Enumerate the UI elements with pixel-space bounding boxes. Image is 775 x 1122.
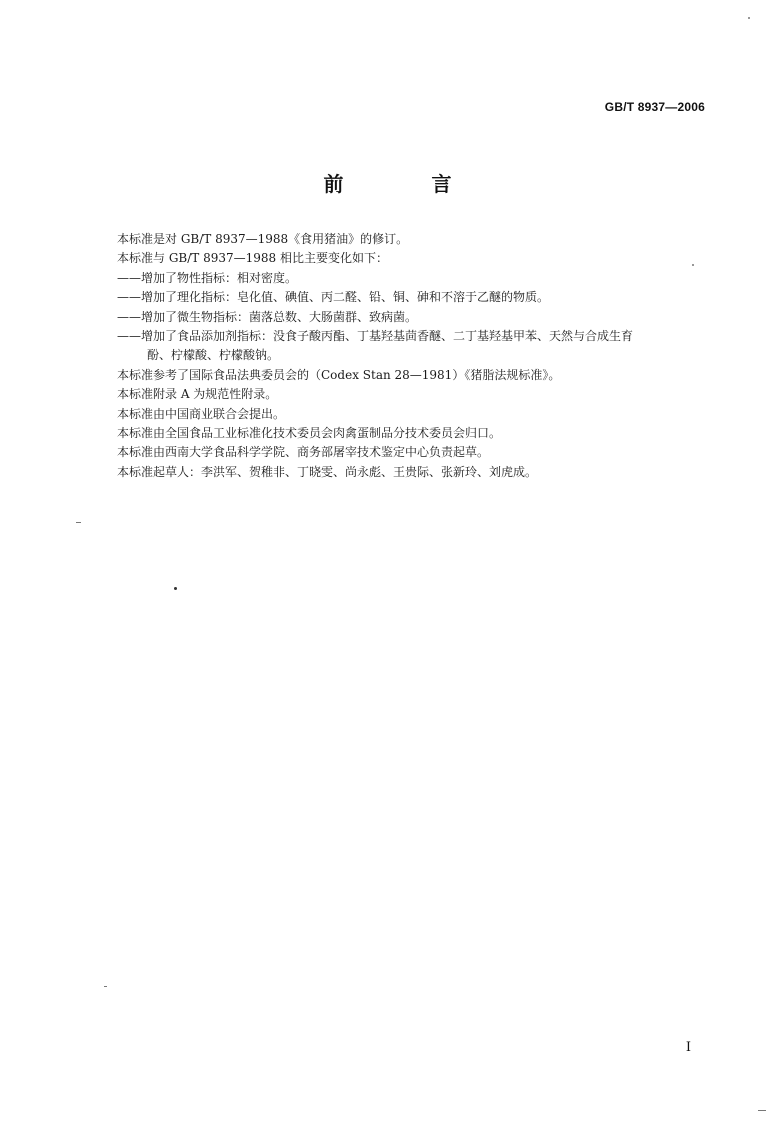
list-item-additives: ——增加了食品添加剂指标：没食子酸丙酯、丁基羟基茴香醚、二丁基羟基甲苯、天然与合成生育 [117,329,634,344]
foreword-body [117,230,717,482]
list-item-physicochemical: ——增加了理化指标：皂化值、碘值、丙二醛、铅、铜、砷和不溶于乙醚的物质。 [117,290,550,305]
scan-speck [758,1110,766,1111]
scan-speck [692,264,694,266]
scan-speck [748,17,750,19]
list-item-additives-continued: 酚、柠檬酸、柠檬酸钠。 [147,348,280,363]
paragraph-drafting-org: 本标准由西南大学食品科学学院、商务部屠宰技术鉴定中心负责起草。 [117,445,490,460]
list-item-physical: ——增加了物性指标：相对密度。 [117,270,298,285]
page-title: 前 言 [323,172,486,196]
paragraph-committee: 本标准由全国食品工业标准化技术委员会肉禽蛋制品分技术委员会归口。 [117,426,502,441]
paragraph-changes-intro: 本标准与 GB/T 8937—1988 相比主要变化如下： [117,251,388,266]
paragraph-drafters: 本标准起草人：李洪军、贺稚非、丁晓雯、尚永彪、王贵际、张新玲、刘虎成。 [117,464,538,479]
page-number: I [685,1040,691,1055]
paragraph-proposer: 本标准由中国商业联合会提出。 [117,406,286,421]
paragraph-appendix: 本标准附录 A 为规范性附录。 [117,387,278,402]
scan-speck [174,587,177,590]
standard-code: GB/T 8937—2006 [604,100,705,114]
scan-speck [104,986,107,987]
paragraph-codex-reference: 本标准参考了国际食品法典委员会的（Codex Stan 28—1981）《猪脂法规标准》。 [117,367,561,382]
paragraph-revision: 本标准是对 GB/T 8937—1988《食用猪油》的修订。 [117,232,409,246]
scan-speck [76,522,81,523]
list-item-microbial: ——增加了微生物指标：菌落总数、大肠菌群、致病菌。 [117,309,418,324]
